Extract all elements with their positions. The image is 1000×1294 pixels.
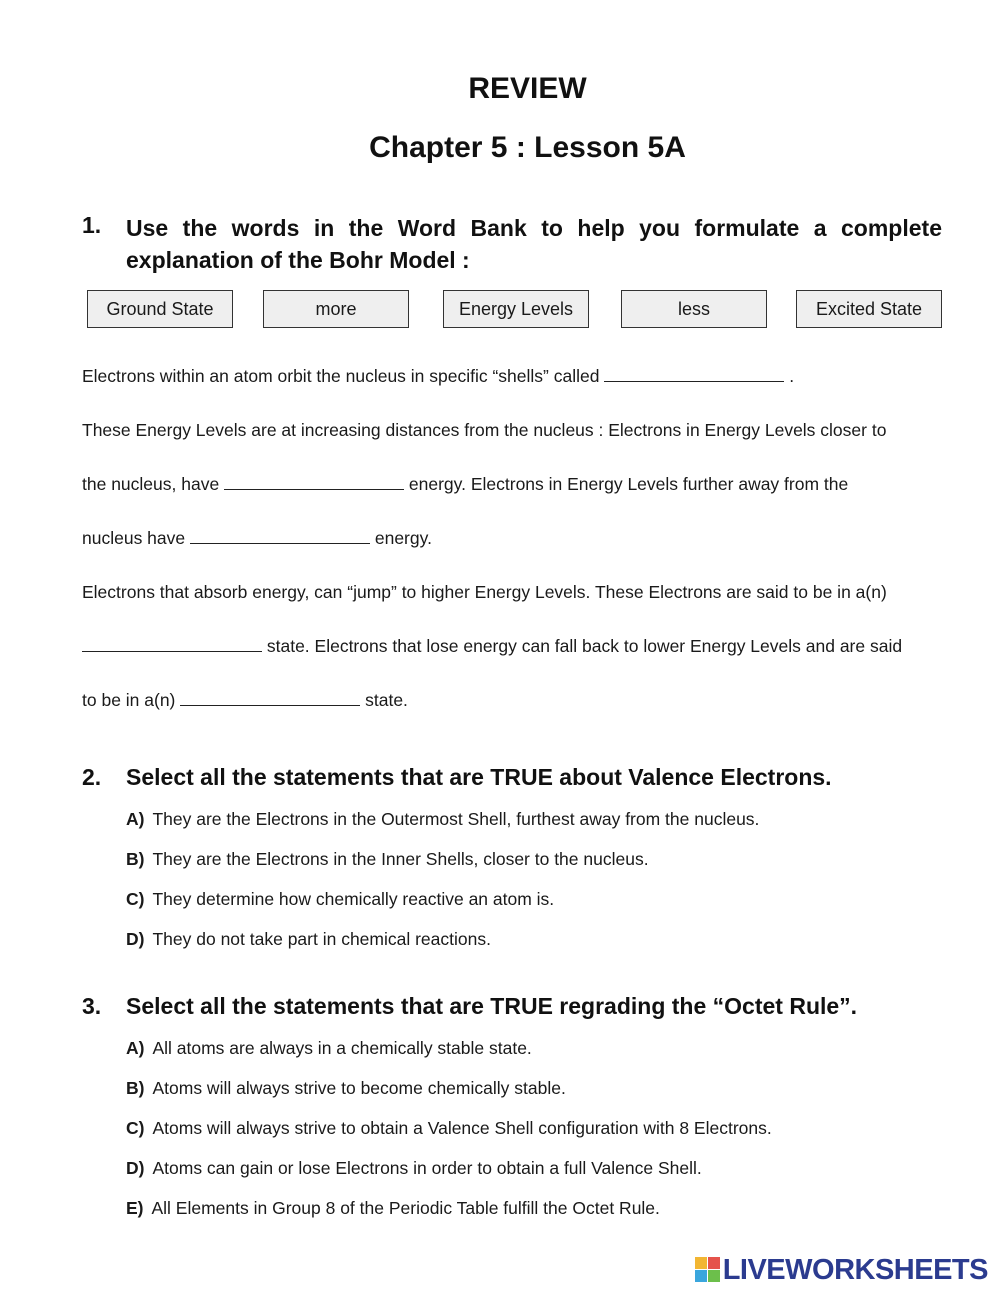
option-text: They determine how chemically reactive an atom is. [152, 889, 555, 909]
word-bank-item[interactable]: more [263, 290, 409, 328]
q3-number: 3. [82, 993, 102, 1019]
liveworksheets-logo [695, 1254, 988, 1286]
line-text: state. [360, 690, 408, 710]
q3-option-b[interactable] [126, 1078, 566, 1099]
fill-blank-excited-state[interactable] [82, 637, 262, 652]
fill-blank-ground-state[interactable] [180, 691, 360, 706]
option-text: Atoms can gain or lose Electrons in order to obtain a full Valence Shell. [152, 1158, 702, 1178]
page-title: REVIEW [468, 72, 587, 105]
q1-line-5 [82, 582, 887, 603]
q2-option-b[interactable] [126, 849, 649, 870]
option-letter: E) [126, 1198, 144, 1218]
q2-option-c[interactable] [126, 889, 554, 910]
q3-option-a[interactable] [126, 1038, 532, 1059]
q2-option-a[interactable] [126, 809, 759, 830]
q1-line-2 [82, 420, 886, 441]
q3-option-e[interactable] [126, 1198, 660, 1219]
line-text: Electrons that absorb energy, can “jump” to higher Energy Levels. These Electrons are said to be in a(n) [82, 582, 887, 602]
option-text: They are the Electrons in the Inner Shells, closer to the nucleus. [152, 849, 649, 869]
option-text: They are the Electrons in the Outermost Shell, furthest away from the nucleus. [152, 809, 760, 829]
line-text: to be in a(n) [82, 690, 181, 710]
fill-blank-energy-levels[interactable] [604, 367, 784, 382]
option-text: Atoms will always strive to become chemically stable. [152, 1078, 566, 1098]
fill-blank-closer-energy[interactable] [224, 475, 404, 490]
option-letter: C) [126, 1118, 145, 1138]
q2-number: 2. [82, 764, 102, 790]
line-text: nucleus have [82, 528, 190, 548]
q3-prompt: Select all the statements that are TRUE regrading the “Octet Rule”. [126, 993, 858, 1019]
line-text: state. Electrons that lose energy can fall back to lower Energy Levels and are said [262, 636, 903, 656]
option-letter: D) [126, 1158, 145, 1178]
option-letter: A) [126, 1038, 145, 1058]
word-bank-item[interactable]: Ground State [87, 290, 233, 328]
q1-line-1 [82, 366, 794, 387]
q2-option-d[interactable] [126, 929, 491, 950]
line-text: . [784, 366, 795, 386]
q1-line-3 [82, 474, 848, 495]
q2-prompt: Select all the statements that are TRUE about Valence Electrons. [126, 764, 832, 790]
page-subtitle: Chapter 5 : Lesson 5A [369, 131, 686, 164]
fill-blank-further-energy[interactable] [190, 529, 370, 544]
word-bank-item[interactable]: Excited State [796, 290, 942, 328]
line-text: energy. Electrons in Energy Levels further away from the [404, 474, 849, 494]
option-text: All atoms are always in a chemically stable state. [152, 1038, 532, 1058]
q1-line-6 [82, 636, 902, 657]
word-bank-item[interactable]: less [621, 290, 767, 328]
option-text: All Elements in Group 8 of the Periodic Table fulfill the Octet Rule. [151, 1198, 660, 1218]
option-text: Atoms will always strive to obtain a Valence Shell configuration with 8 Electrons. [152, 1118, 772, 1138]
option-text: They do not take part in chemical reactions. [152, 929, 491, 949]
line-text: These Energy Levels are at increasing distances from the nucleus : Electrons in Energy Levels closer to [82, 420, 887, 440]
q1-line-4 [82, 528, 432, 549]
q1-number: 1. [82, 212, 102, 238]
q3-option-c[interactable] [126, 1118, 772, 1139]
q3-option-d[interactable] [126, 1158, 702, 1179]
q1-line-7 [82, 690, 408, 711]
option-letter: B) [126, 1078, 145, 1098]
logo-text: LIVEWORKSHEETS [722, 1253, 988, 1286]
q1-prompt: Use the words in the Word Bank to help you formulate a complete explanation of the Bohr Model : [126, 215, 942, 273]
option-letter: C) [126, 889, 145, 909]
option-letter: B) [126, 849, 145, 869]
option-letter: A) [126, 809, 145, 829]
line-text: energy. [370, 528, 432, 548]
word-bank-item[interactable]: Energy Levels [443, 290, 589, 328]
line-text: the nucleus, have [82, 474, 225, 494]
line-text: Electrons within an atom orbit the nucleus in specific “shells” called [82, 366, 605, 386]
option-letter: D) [126, 929, 145, 949]
liveworksheets-logo-icon [695, 1257, 721, 1283]
